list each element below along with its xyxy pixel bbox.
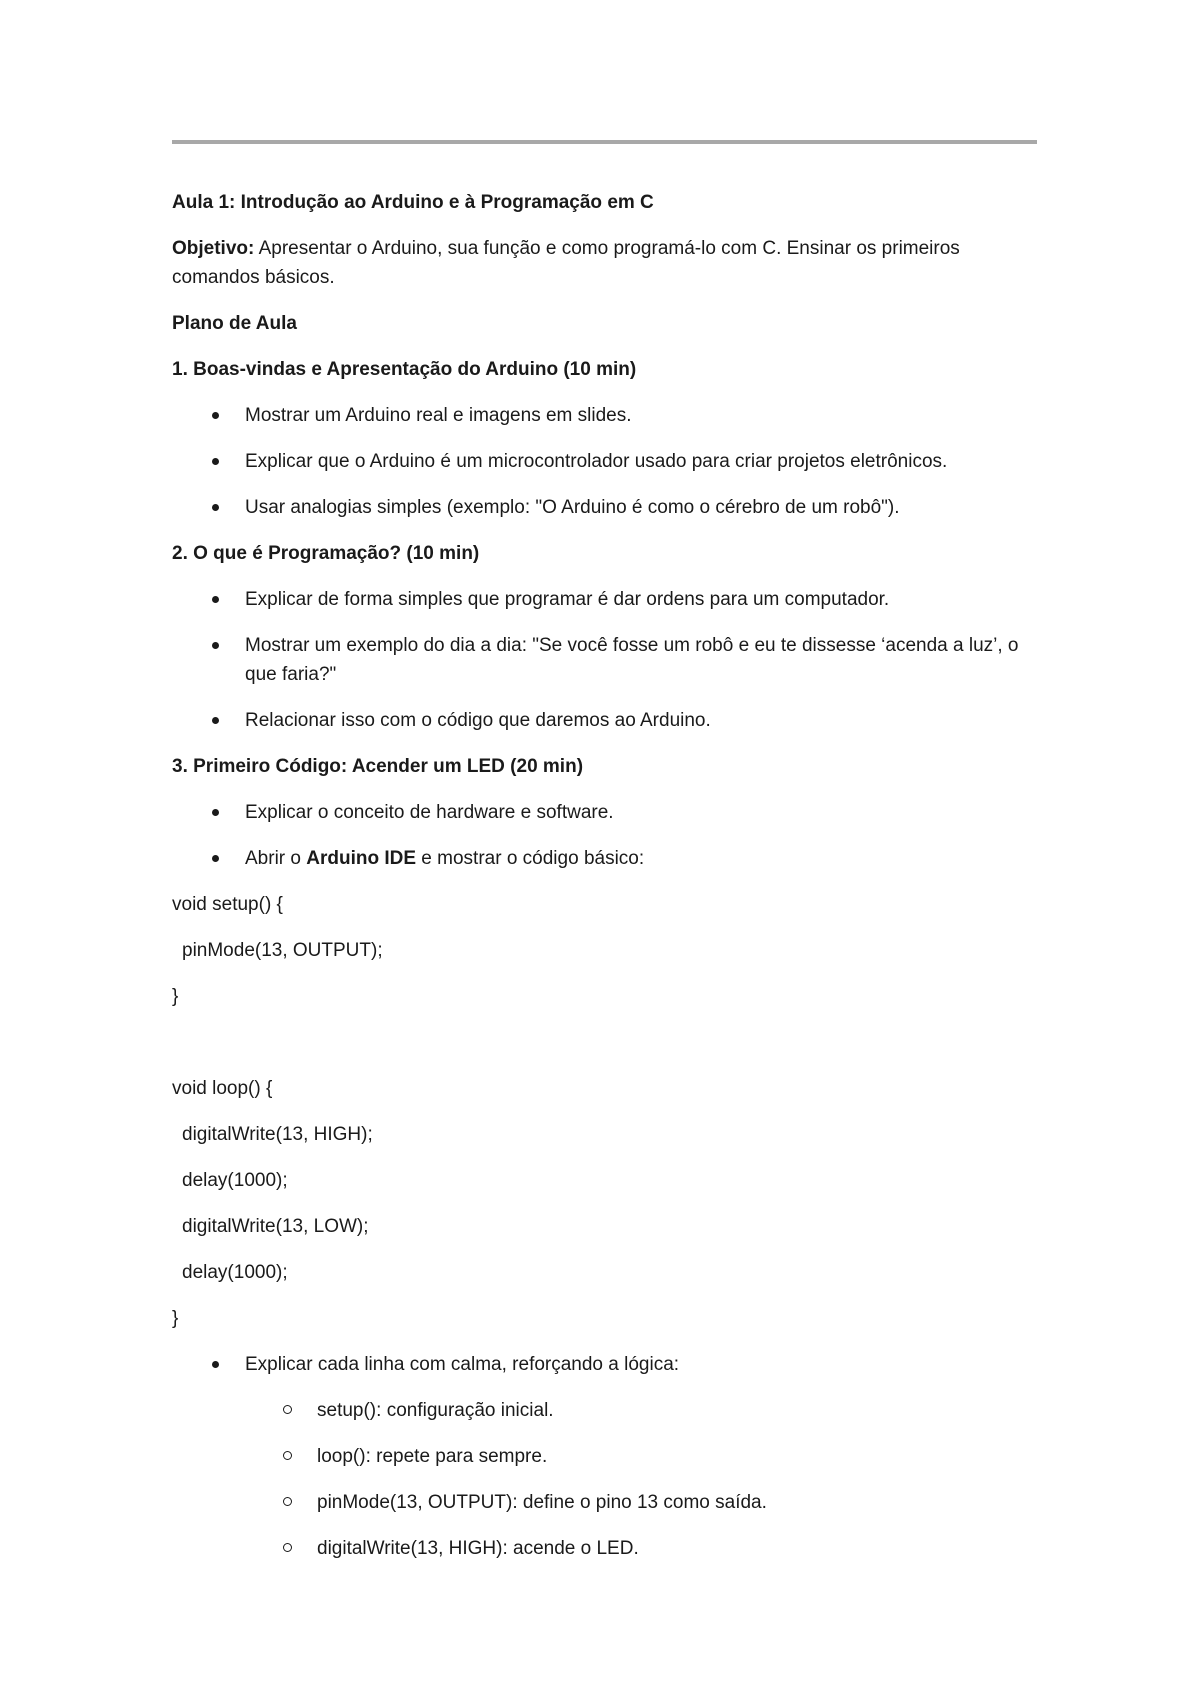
- circle-bullet-icon: [283, 1543, 292, 1552]
- objective-text: Apresentar o Arduino, sua função e como programá-lo com C. Ensinar os primeiros comandos básicos.: [172, 238, 960, 288]
- code-line: void loop() {: [172, 1078, 273, 1099]
- bullet-icon: [212, 504, 219, 511]
- code-line: delay(1000);: [182, 1170, 288, 1191]
- section-1-list: [172, 401, 1037, 522]
- code-line: delay(1000);: [182, 1262, 288, 1283]
- list-item: Explicar cada linha com calma, reforçando a lógica:: [172, 1350, 1037, 1379]
- list-item: Explicar que o Arduino é um microcontrolador usado para criar projetos eletrônicos.: [172, 447, 1037, 476]
- plan-heading: Plano de Aula: [172, 313, 297, 334]
- list-item: Explicar de forma simples que programar é dar ordens para um computador.: [172, 585, 1037, 614]
- code-block: [172, 890, 1037, 1333]
- sub-list-item: digitalWrite(13, HIGH): acende o LED.: [172, 1534, 1037, 1563]
- header-rule: [172, 140, 1037, 144]
- bullet-icon: [212, 809, 219, 816]
- section-1-heading: 1. Boas-vindas e Apresentação do Arduino (10 min): [172, 359, 637, 380]
- circle-bullet-icon: [283, 1451, 292, 1460]
- sub-list-item: pinMode(13, OUTPUT): define o pino 13 como saída.: [172, 1488, 1037, 1517]
- list-item: Explicar o conceito de hardware e software.: [172, 798, 1037, 827]
- list-item: Relacionar isso com o código que daremos ao Arduino.: [172, 706, 1037, 735]
- explain-list: [172, 1350, 1037, 1379]
- code-line: }: [172, 1308, 179, 1329]
- list-item: Mostrar um exemplo do dia a dia: "Se você fosse um robô e eu te dissesse ‘acenda a luz’, o que faria?": [172, 631, 1037, 689]
- code-line: }: [172, 986, 179, 1007]
- bullet-icon: [212, 596, 219, 603]
- circle-bullet-icon: [283, 1405, 292, 1414]
- bullet-icon: [212, 642, 219, 649]
- sub-list-item: loop(): repete para sempre.: [172, 1442, 1037, 1471]
- arduino-ide-label: Arduino IDE: [306, 848, 417, 869]
- code-line: digitalWrite(13, HIGH);: [182, 1124, 373, 1145]
- section-2-list: [172, 585, 1037, 735]
- code-line: pinMode(13, OUTPUT);: [182, 940, 383, 961]
- section-3-heading: 3. Primeiro Código: Acender um LED (20 min): [172, 756, 584, 777]
- code-line: void setup() {: [172, 894, 283, 915]
- sub-list-item: setup(): configuração inicial.: [172, 1396, 1037, 1425]
- objective-paragraph: [172, 234, 1037, 292]
- bullet-icon: [212, 855, 219, 862]
- code-blank-line: [172, 1028, 1037, 1057]
- bullet-icon: [212, 717, 219, 724]
- bullet-icon: [212, 458, 219, 465]
- code-line: digitalWrite(13, LOW);: [182, 1216, 369, 1237]
- list-item: Mostrar um Arduino real e imagens em slides.: [172, 401, 1037, 430]
- explain-sub-list: [172, 1396, 1037, 1563]
- circle-bullet-icon: [283, 1497, 292, 1506]
- objective-label: Objetivo:: [172, 238, 255, 259]
- document-page: [172, 140, 1037, 1580]
- bullet-icon: [212, 412, 219, 419]
- list-item: Usar analogias simples (exemplo: "O Arduino é como o cérebro de um robô").: [172, 493, 1037, 522]
- section-2-heading: 2. O que é Programação? (10 min): [172, 543, 480, 564]
- list-item: Abrir o Arduino IDE e mostrar o código básico:: [172, 844, 1037, 873]
- bullet-icon: [212, 1361, 219, 1368]
- lesson-title: Aula 1: Introdução ao Arduino e à Programação em C: [172, 192, 654, 213]
- section-3-list: [172, 798, 1037, 873]
